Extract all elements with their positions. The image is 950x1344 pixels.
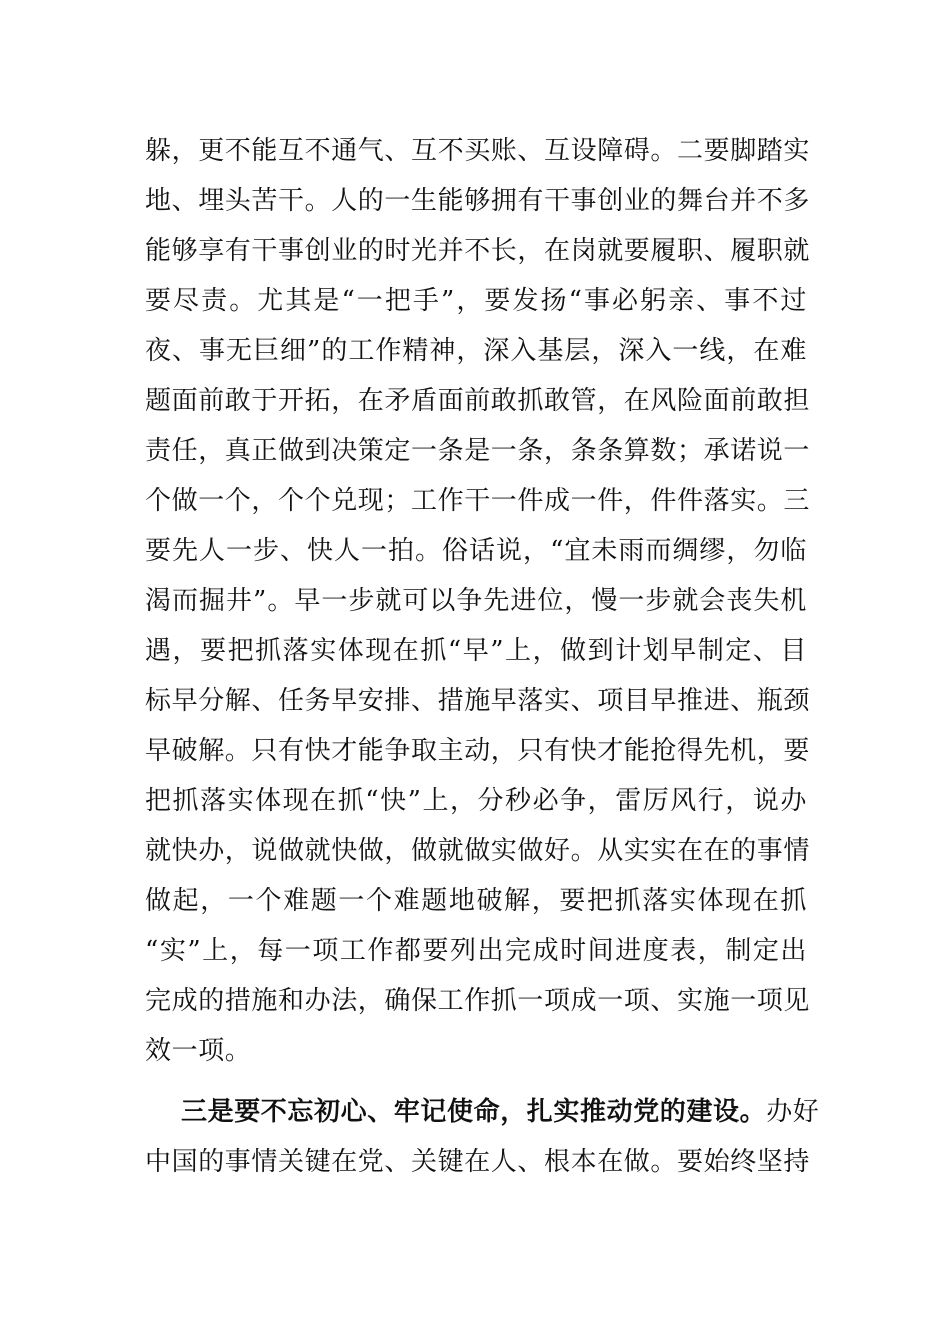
paragraph-line: 完成的措施和办法，确保工作抓一项成一项、实施一项见 [145,986,811,1016]
paragraph-line: 躲，更不能互不通气、互不买账、互设障碍。二要脚踏实 [145,136,811,166]
paragraph-line: 要尽责。尤其是“一把手”，要发扬“事必躬亲、事不过 [145,286,807,316]
paragraph-line: 中国的事情关键在党、关键在人、根本在做。要始终坚持 [145,1147,811,1177]
paragraph-line: 渴而掘井”。早一步就可以争先进位，慢一步就会丧失机 [145,586,807,616]
paragraph-line: 夜、事无巨细”的工作精神，深入基层，深入一线，在难 [145,336,807,366]
paragraph-line: 效一项。 [145,1036,252,1066]
section-paragraph [145,1087,820,1187]
paragraph-line: 要先人一步、快人一拍。俗话说，“宜未雨而绸缪，勿临 [145,536,807,566]
paragraph-line: 把抓落实体现在抓“快”上，分秒必争，雷厉风行，说办 [145,786,807,816]
paragraph-line: 做起，一个难题一个难题地破解，要把抓落实体现在抓 [145,886,807,916]
paragraph-line: 能够享有干事创业的时光并不长，在岗就要履职、履职就 [145,236,811,266]
paragraph-line: 早破解。只有快才能争取主动，只有快才能抢得先机，要 [145,736,811,766]
paragraph-line: 地、埋头苦干。人的一生能够拥有干事创业的舞台并不多 [145,186,811,216]
paragraph-text: 办好 [766,1097,820,1127]
section-heading: 三是要不忘初心、牢记使命，扎实推动党的建设。 [181,1097,767,1127]
paragraph-line: 责任，真正做到决策定一条是一条，条条算数；承诺说一 [145,436,811,466]
paragraph-line: 遇，要把抓落实体现在抓“早”上，做到计划早制定、目 [145,636,807,666]
body-paragraph [145,126,811,1076]
paragraph-line: “实”上，每一项工作都要列出完成时间进度表，制定出 [145,936,807,966]
paragraph-line: 就快办，说做就快做，做就做实做好。从实实在在的事情 [145,836,811,866]
paragraph-line: 个做一个，个个兑现；工作干一件成一件，件件落实。三 [145,486,811,516]
paragraph-line: 标早分解、任务早安排、措施早落实、项目早推进、瓶颈 [145,686,811,716]
paragraph-line: 题面前敢于开拓，在矛盾面前敢抓敢管，在风险面前敢担 [145,386,811,416]
paragraph-first-line [145,1087,820,1137]
